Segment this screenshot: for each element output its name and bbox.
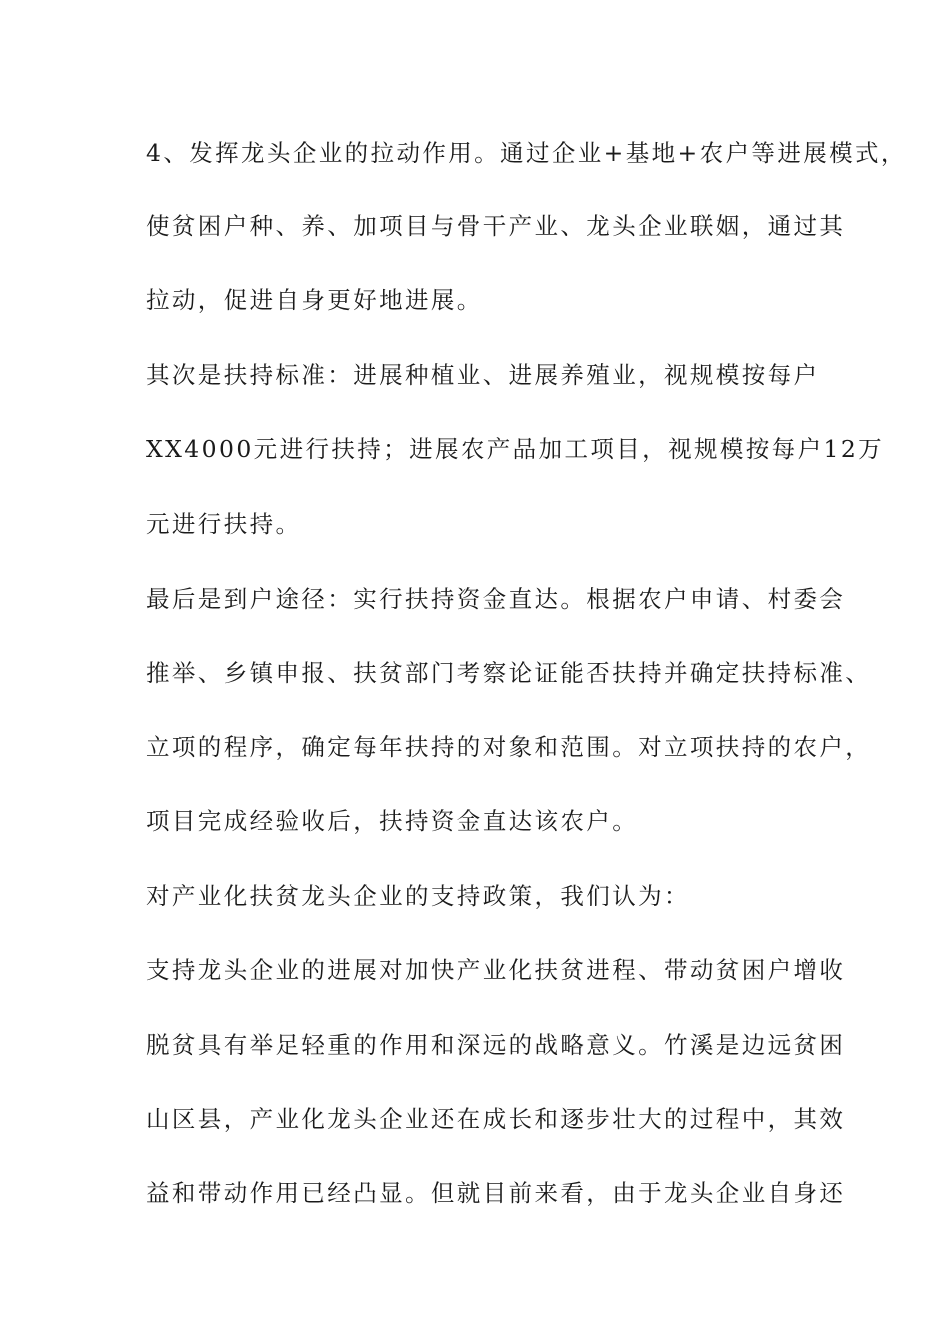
- text-line: 立项的程序，确定每年扶持的对象和范围。对立项扶持的农户，: [146, 733, 872, 761]
- text-line: 元进行扶持。: [146, 510, 302, 538]
- text-line: 益和带动作用已经凸显。但就目前来看，由于龙头企业自身还: [146, 1179, 846, 1207]
- text-line: 4、发挥龙头企业的拉动作用。通过企业+基地+农户等进展模式，: [146, 139, 907, 167]
- text-line: 推举、乡镇申报、扶贫部门考察论证能否扶持并确定扶持标准、: [146, 659, 872, 687]
- text-line: 项目完成经验收后，扶持资金直达该农户。: [146, 807, 639, 835]
- text-line: 拉动，促进自身更好地进展。: [146, 286, 483, 314]
- text-line: 支持龙头企业的进展对加快产业化扶贫进程、带动贫困户增收: [146, 956, 846, 984]
- text-line: 最后是到户途径：实行扶持资金直达。根据农户申请、村委会: [146, 585, 846, 613]
- text-line: 使贫困户种、养、加项目与骨干产业、龙头企业联姻，通过其: [146, 212, 846, 240]
- text-line: 脱贫具有举足轻重的作用和深远的战略意义。竹溪是边远贫困: [146, 1031, 846, 1059]
- text-line: 其次是扶持标准：进展种植业、进展养殖业，视规模按每户: [146, 361, 820, 389]
- text-line: 山区县，产业化龙头企业还在成长和逐步壮大的过程中，其效: [146, 1105, 846, 1133]
- text-line: 对产业化扶贫龙头企业的支持政策，我们认为：: [146, 882, 690, 910]
- text-line: XX4000元进行扶持；进展农产品加工项目，视规模按每户12万: [146, 435, 885, 463]
